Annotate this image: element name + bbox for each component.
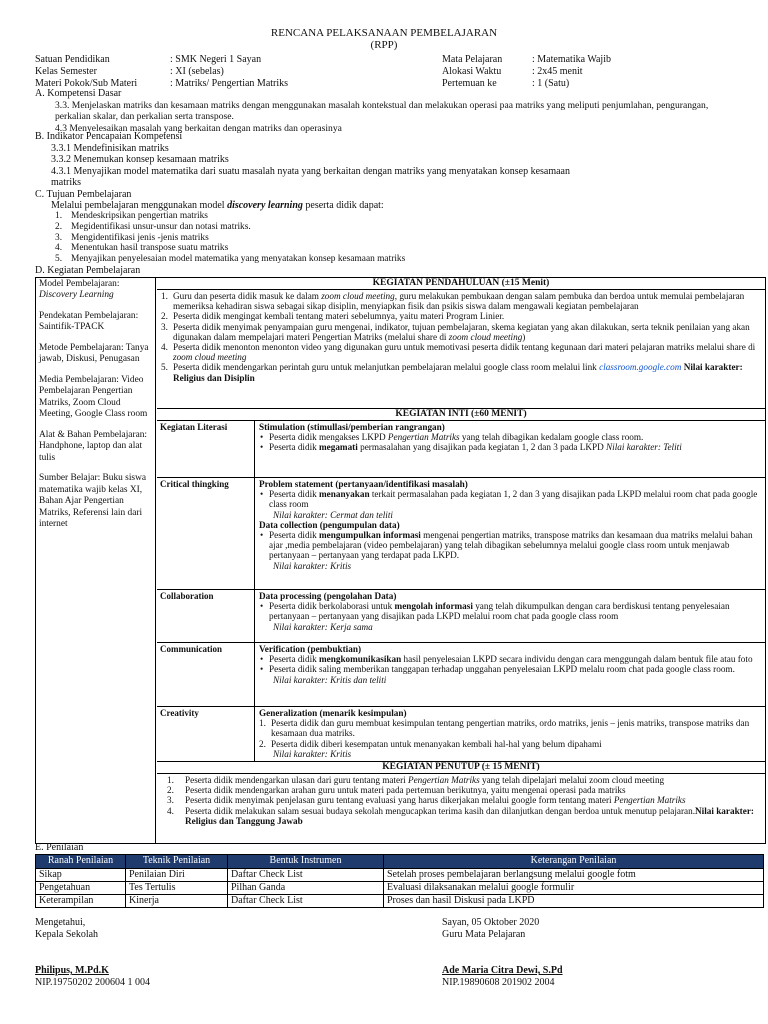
inti-row-key: Communication	[157, 643, 255, 706]
table-cell: Proses dan hasil Diskusi pada LKPD	[384, 895, 764, 908]
identity-value: : 1 (Satu)	[532, 78, 570, 89]
sumber-belajar: Sumber Belajar: Buku siswa matematika wajib kelas XI, Bahan Ajar Pengertian Matriks, Referensi lain dari internet	[39, 473, 147, 529]
nilai-karakter: Nilai karakter: Kerja sama	[273, 621, 373, 632]
model-label: Model Pembelajaran:	[39, 279, 120, 289]
document-subtitle: (RPP)	[370, 39, 398, 51]
signature-name: Philipus, M.Pd.K	[35, 965, 109, 976]
stage-heading: Stimulation (stimullasi/pemberian rangrangan)	[259, 422, 445, 432]
list-item: 1. Guru dan peserta didik masuk ke dalam zoom cloud meeting, guru melakukan pembukaan dengan salam pembuka dan berdoa untuk memulai pembelajaran memeriksa kehadiran siswa sebagai sikap disiplin, menyiapkan fisik dan psikis siswa dalam mengawali kegiatan pembelajaran	[161, 291, 745, 312]
ipk-item: 3.3.2 Menemukan konsep kesamaan matriks	[51, 154, 229, 166]
bullet-item: • Peserta didik saling memberikan tanggapan terhadap unggahan penyelesaian LKPD melalu room chat pada google class room.	[259, 664, 761, 674]
pendekatan: Pendekatan Pembelajaran: Saintifik-TPACK	[39, 310, 139, 333]
section-penilaian	[35, 842, 735, 854]
kd-item: 4.3 Menyelesaikan masalah yang berkaitan dengan matriks dan operasinya	[55, 122, 342, 134]
signature-left-name-block	[35, 965, 150, 989]
identity-label: Kelas Semester	[35, 66, 97, 77]
stage-heading: Data collection (pengumpulan data)	[259, 519, 400, 530]
table-row	[36, 895, 764, 908]
list-item: 4. Menentukan hasil transpose suatu matriks	[55, 243, 229, 254]
list-item: 1. Mendeskripsikan pengertian matriks	[55, 211, 208, 222]
stage-heading: Verification (pembuktian)	[259, 644, 361, 654]
section-tujuan	[35, 189, 735, 264]
list-item: 1. Peserta didik mendengarkan ulasan dari guru tentang materi Pengertian Matriks yang telah dipelajari melalui zoom cloud meeting	[167, 775, 665, 785]
table-cell: Sikap	[36, 869, 126, 882]
alat-bahan: Alat & Bahan Pembelajaran: Handphone, laptop dan alat tulis	[39, 429, 148, 463]
table-cell: Pilhan Ganda	[228, 882, 384, 895]
ipk-item: 3.3.1 Mendefinisikan matriks	[51, 142, 169, 154]
identity-label: Materi Pokok/Sub Materi	[35, 78, 138, 89]
inti-heading: KEGIATAN INTI (±60 MENIT)	[157, 409, 765, 421]
identity-value: : 2x45 menit	[532, 66, 583, 77]
list-item: 5. Menyajikan penyelesaian model matematika yang menyatakan konsep kesamaan matriks	[55, 253, 406, 264]
section-heading: B. Indikator Pencapaian Kompetensi	[35, 131, 183, 142]
identity-left	[35, 54, 288, 90]
signature-name: Ade Maria Citra Dewi, S.Pd	[442, 965, 563, 976]
classroom-link[interactable]: classroom.google.com	[599, 362, 682, 373]
nilai-karakter: Nilai karakter: Kritis	[273, 560, 352, 571]
inti-row-collaboration	[157, 590, 765, 643]
pendahuluan-heading: KEGIATAN PENDAHULUAN (±15 Menit)	[157, 278, 765, 290]
list-item: 1. Peserta didik dan guru membuat kesimpulan tentang pengertian matriks, ordo matriks, jenis – jenis matriks, transpose matriks dan kesamaan dua matriks.	[259, 718, 750, 739]
kegiatan-right-column	[157, 278, 765, 827]
table-cell: Tes Tertulis	[126, 882, 228, 895]
inti-row-content	[255, 643, 765, 706]
table-cell: Daftar Check List	[228, 895, 384, 908]
inti-row-key: Creativity	[157, 707, 255, 761]
section-kompetensi-dasar	[35, 88, 735, 134]
signature-nip: NIP.19750202 200604 1 004	[35, 977, 151, 988]
inti-row-key: Critical thingking	[157, 478, 255, 589]
list-item: 2. Peserta didik diberi kesempatan untuk menanyakan kembali hal-hal yang belum dipahami	[259, 738, 602, 749]
list-item: 5. Peserta didik mendengarkan perintah guru untuk melanjutkan pembelajaran melalui google class room melalui link classroom.google.com Nilai karakter: Religius dan Disiplin	[161, 362, 743, 383]
table-cell: Pengetahuan	[36, 882, 126, 895]
list-item: 3. Peserta didik menyimak penjelasan guru tentang evaluasi yang harus dikerjakan melalui google form tentang materi Pengertian Matriks	[167, 795, 686, 806]
signature-nip: NIP.19890608 201902 2004	[442, 977, 555, 988]
signature-right	[442, 917, 539, 941]
nilai-karakter: Nilai karakter: Kritis dan teliti	[273, 674, 387, 685]
media: Media Pembelajaran: Video Pembelajaran Pengertian Matriks, Zoom Cloud Meeting, Google Class room	[39, 374, 148, 420]
bullet-item: • Peserta didik mengumpulkan informasi mengenai pengertian matriks, transpose matriks dan kesamaan dua matriks melalui bahan ajar ,media pembelajaran (video pembelajaran) yang telah dibagikan sebelumnya melalui google class room untuk menjawab pertanyaan – pertanyaan yang terdapat pada LKPD.	[259, 530, 761, 561]
penutup-heading: KEGIATAN PENUTUP (± 15 MENIT)	[157, 762, 765, 774]
list-item: 2. Megidentifikasi unsur-unsur dan notasi matriks.	[55, 222, 251, 232]
penutup-body	[157, 774, 765, 827]
column-header: Keterangan Penilaian	[384, 855, 764, 869]
identity-label: Satuan Pendidikan	[35, 54, 110, 65]
signature-line: Mengetahui,	[35, 917, 86, 928]
column-header: Bentuk Instrumen	[228, 855, 384, 869]
signature-left	[35, 917, 98, 941]
table-cell: Kinerja	[126, 895, 228, 908]
signature-role: Guru Mata Pelajaran	[442, 929, 526, 940]
bullet-item: • Peserta didik mengkomunikasikan hasil penyelesaian LKPD secara individu dengan cara menggungah dalam bentuk file atau foto	[259, 654, 761, 664]
table-cell: Daftar Check List	[228, 869, 384, 882]
list-item: 4. Peserta didik melakukan salam sesuai budaya sekolah mengucapkan terima kasih dan dilanjutkan dengan berdoa untuk menutup pelajaran.Nilai karakter: Religius dan Tanggung Jawab	[167, 805, 754, 826]
identity-value: : SMK Negeri 1 Sayan	[170, 54, 262, 65]
identity-value: : XI (sebelas)	[170, 66, 224, 77]
identity-value: : Matriks/ Pengertian Matriks	[170, 78, 289, 89]
inti-row-critical	[157, 478, 765, 590]
kd-item: 3.3. Menjelaskan matriks dan kesamaan matriks dengan menggunakan masalah kontekstual dan melakukan operasi paa matriks yang meliputi penjumlahan, pengurangan, perkalian skalar, dan perkalian serta transpose.	[55, 99, 709, 122]
identity-label: Pertemuan ke	[442, 78, 497, 89]
bullet-item: • Peserta didik mengakses LKPD Pengertian Matriks yang telah dibagikan kedalam google class room.	[259, 432, 761, 442]
table-row	[36, 869, 764, 882]
inti-row-content	[255, 478, 765, 589]
stage-heading: Problem statement (pertanyaan/identifikasi masalah)	[259, 479, 468, 489]
table-header-row	[36, 855, 764, 869]
table-row	[36, 882, 764, 895]
nilai-karakter: Nilai karakter: Kritis	[273, 748, 352, 759]
list-item: 3. Mengidentifikasi jenis -jenis matriks	[55, 232, 209, 243]
pendahuluan-body	[157, 290, 765, 409]
inti-row-content	[255, 421, 765, 477]
tujuan-intro-text: Melalui pembelajaran menggunakan model	[51, 200, 228, 212]
list-item: 4. Peserta didik menonton menonton video yang digunakan guru untuk memotivasi peserta didik tentang kegunaan dari materi pelajaran matriks melalui share di zoom cloud meeting	[161, 342, 756, 363]
signature-role: Kepala Sekolah	[35, 929, 99, 940]
section-kegiatan	[35, 265, 735, 277]
stage-heading: Data processing (pengolahan Data)	[259, 591, 397, 601]
section-indikator	[35, 131, 735, 189]
table-cell: Evaluasi dilaksanakan melalui google formulir	[384, 882, 764, 895]
kegiatan-table	[35, 277, 766, 844]
stage-heading: Generalization (menarik kesimpulan)	[259, 708, 407, 718]
inti-row-content	[255, 590, 765, 642]
column-header: Teknik Penilaian	[126, 855, 228, 869]
list-item: 2. Peserta didik mendengarkan arahan guru untuk materi pada pertemuan berikutnya, yaitu mengenai operasi pada matriks	[167, 785, 626, 796]
tujuan-intro	[35, 200, 735, 211]
section-heading: E. Penilaian	[35, 842, 84, 853]
tujuan-list	[35, 211, 735, 264]
bullet-item: • Peserta didik menanyakan terkait permasalahan pada kegiatan 1, 2 dan 3 yang disajikan pada LKPD melalui room chat pada google class room	[259, 489, 761, 509]
bullet-item: • Peserta didik megamati permasalahan yang disajikan pada kegiatan 1, 2 dan 3 pada LKPD Nilai karakter: Teliti	[259, 442, 761, 452]
inti-row-content	[255, 707, 765, 761]
column-header: Ranah Penilaian	[36, 855, 126, 869]
section-heading: D. Kegiatan Pembelajaran	[35, 265, 141, 276]
inti-row-creativity	[157, 707, 765, 762]
identity-label: Mata Pelajaran	[442, 54, 503, 65]
section-heading: A. Kompetensi Dasar	[35, 88, 122, 99]
inti-row-communication	[157, 643, 765, 707]
inti-row-key: Collaboration	[157, 590, 255, 642]
model-value: Discovery Learning	[39, 290, 114, 301]
list-item: 2. Peserta didik mengingat kembali tentang materi sebelumnya, yaitu materi Program Linier.	[161, 311, 505, 322]
signature-line: Sayan, 05 Oktober 2020	[442, 917, 540, 928]
section-heading: C. Tujuan Pembelajaran	[35, 189, 132, 200]
kegiatan-left-column	[36, 278, 156, 843]
ipk-item: 4.3.1 Menyajikan model matematika dari suatu masalah nyata yang berkaitan dengan matriks yang menyatakan konsep kesamaan matriks	[51, 165, 570, 189]
identity-value: : Matematika Wajib	[532, 54, 611, 65]
table-cell: Keterampilan	[36, 895, 126, 908]
nilai-karakter: Nilai karakter: Cermat dan teliti	[273, 509, 393, 520]
table-cell: Penilaian Diri	[126, 869, 228, 882]
inti-row-key: Kegiatan Literasi	[157, 421, 255, 477]
identity-label: Alokasi Waktu	[442, 66, 502, 77]
tujuan-model: discovery learning	[227, 200, 303, 212]
inti-row-literasi	[157, 421, 765, 478]
penilaian-table	[35, 854, 764, 908]
metode: Metode Pembelajaran: Tanya jawab, Diskusi, Penugasan	[39, 342, 149, 365]
identity-right	[442, 54, 611, 90]
list-item: 3. Peserta didik menyimak penyampaian guru mengenai, indikator, tujuan pembelajaran, skema kegiatan yang akan dilakukan, serta teknik penilaian yang akan digunakan dalam mempelajari materi Pengertian Matriks (melalui share di zoom cloud meeting)	[161, 321, 750, 342]
document-title: RENCANA PELAKSANAAN PEMBELAJARAN	[270, 27, 498, 39]
table-cell: Setelah proses pembelajaran berlangsung melalui google fotm	[384, 869, 764, 882]
signature-right-name-block	[442, 965, 563, 989]
bullet-item: • Peserta didik berkolaborasi untuk mengolah informasi yang telah dikumpulkan dengan cara berdiskusi tentang penyelesaian pertanyaan – pertanyaan yang disajikan pada LKPD melalui room chat pada google class room	[259, 601, 761, 621]
tujuan-intro-text: peserta didik dapat:	[302, 200, 384, 212]
